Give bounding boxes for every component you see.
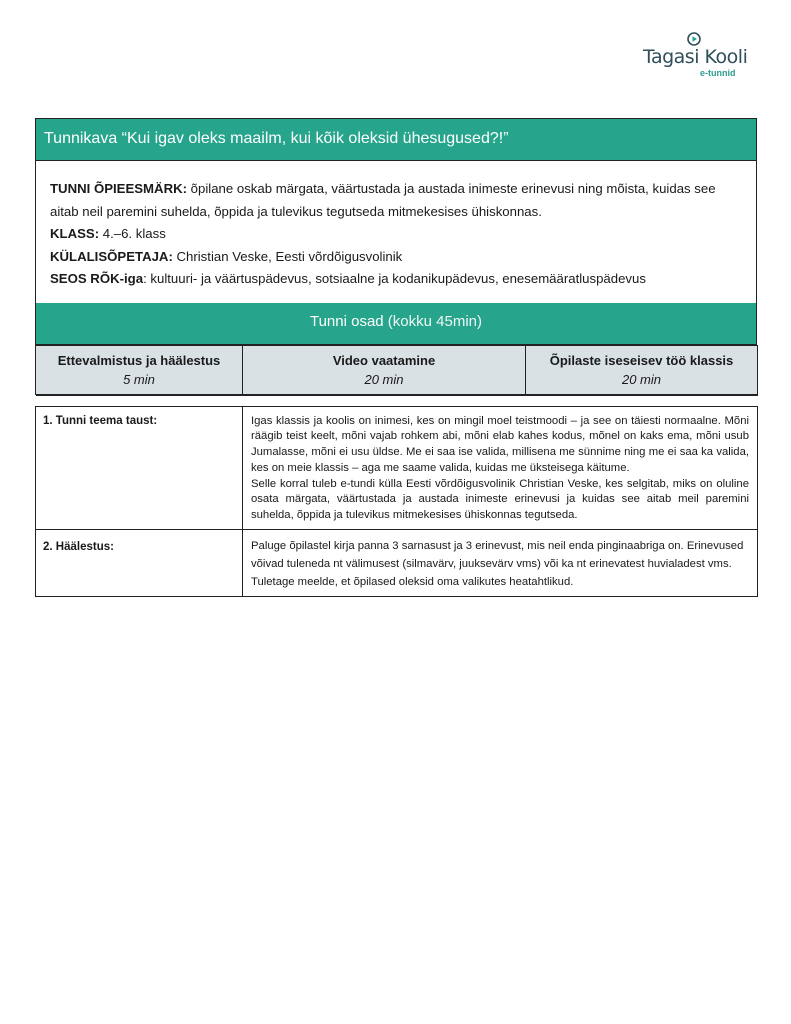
logo-subtitle: e-tunnid: [700, 68, 736, 78]
plan-title: Tunnikava “Kui igav oleks maailm, kui kõik oleksid ühesugused?!”: [35, 118, 757, 161]
class-line: [50, 223, 746, 246]
phase-duration: 20 min: [621, 371, 662, 387]
section-paragraph: Igas klassis ja koolis on inimesi, kes on mingil moel teistmoodi – ja see on täiesti normaalne. Mõni räägib teist keelt, mõni vajab rohkem abi, mõni elab kahes kodus, mõnel on kaks ema, mõni usub Jumalasse, mõni ei usu üldse. Me ei saa ise valida, millisena me sünnime ning me ei saa ka valida, kes on meie klassis – aga me saame valida, kuidas me üksteisega käitume.: [251, 414, 749, 474]
section-row: [36, 406, 758, 530]
phase-row: [36, 345, 758, 394]
link-label: SEOS RÕK-iga: [50, 271, 144, 286]
class-label: KLASS:: [50, 226, 100, 241]
table-gap: [36, 395, 758, 406]
class-text: 4.–6. klass: [99, 226, 166, 241]
goal-text: õpilane oskab märgata, väärtustada ja austada inimeste erinevusi ning mõista, kuidas see aitab neil paremini suhelda, õppida ja tulevikus tegutseda mitmekesises ühiskonnas.: [50, 181, 716, 219]
teacher-line: [50, 246, 746, 269]
link-text: : kultuuri- ja väärtuspädevus, sotsiaalne ja kodanikupädevus, enesemääratluspädevus: [143, 271, 646, 286]
teacher-text: Christian Veske, Eesti võrdõigusvolinik: [172, 248, 403, 264]
phase-name: Ettevalmistus ja häälestus: [57, 352, 221, 368]
section-row: [36, 530, 758, 597]
parts-total: (kokku 45min): [383, 312, 483, 330]
logo: [640, 30, 750, 80]
section-label: 1. Tunni teema taust:: [36, 406, 243, 530]
sections-table: [35, 395, 758, 598]
phase-name: Video vaatamine: [332, 352, 436, 368]
section-body: [243, 530, 758, 597]
lesson-parts-header: [35, 303, 757, 345]
play-circle-icon: [687, 32, 701, 46]
section-body: [243, 406, 758, 530]
lesson-meta: [35, 161, 757, 303]
lesson-plan: [35, 118, 757, 597]
phase-cell: [243, 345, 526, 394]
parts-label: Tunni osad: [309, 312, 384, 330]
phase-cell: [526, 345, 758, 394]
phases-table: [35, 345, 758, 395]
section-paragraph: Paluge õpilastel kirja panna 3 sarnasust ja 3 erinevust, mis neil enda pinginaabriga on. Erinevused võivad tuleneda nt välimusest (silmavärv, juuksevärv vms) või ka nt erinevatest huvialadest vms. Tuletage meelde, et õpilased oleksid oma valikutes heatahtlikud.: [251, 540, 744, 588]
phase-name: Õpilaste iseseisev töö klassis: [549, 352, 734, 368]
section-paragraph: Selle korral tuleb e-tundi külla Eesti võrdõigusvolinik Christian Veske, kes selgitab, miks on oluline osata märgata, väärtustada ja austada inimeste erinevusi ja kuidas see aitab meil paremini suhelda, õppida ja tulevikus mitmekesises ühiskonnas tegutseda.: [251, 477, 749, 522]
goal-line: [50, 178, 746, 223]
phase-cell: [36, 345, 243, 394]
phase-duration: 20 min: [364, 371, 404, 387]
goal-label: TUNNI ÕPIEESMÄRK:: [50, 181, 188, 196]
link-line: [50, 268, 746, 291]
logo-title: Tagasi Kooli: [643, 46, 748, 68]
section-label: 2. Häälestus:: [36, 530, 243, 597]
phase-duration: 5 min: [123, 371, 155, 387]
teacher-label: KÜLALISÕPETAJA:: [50, 248, 173, 264]
